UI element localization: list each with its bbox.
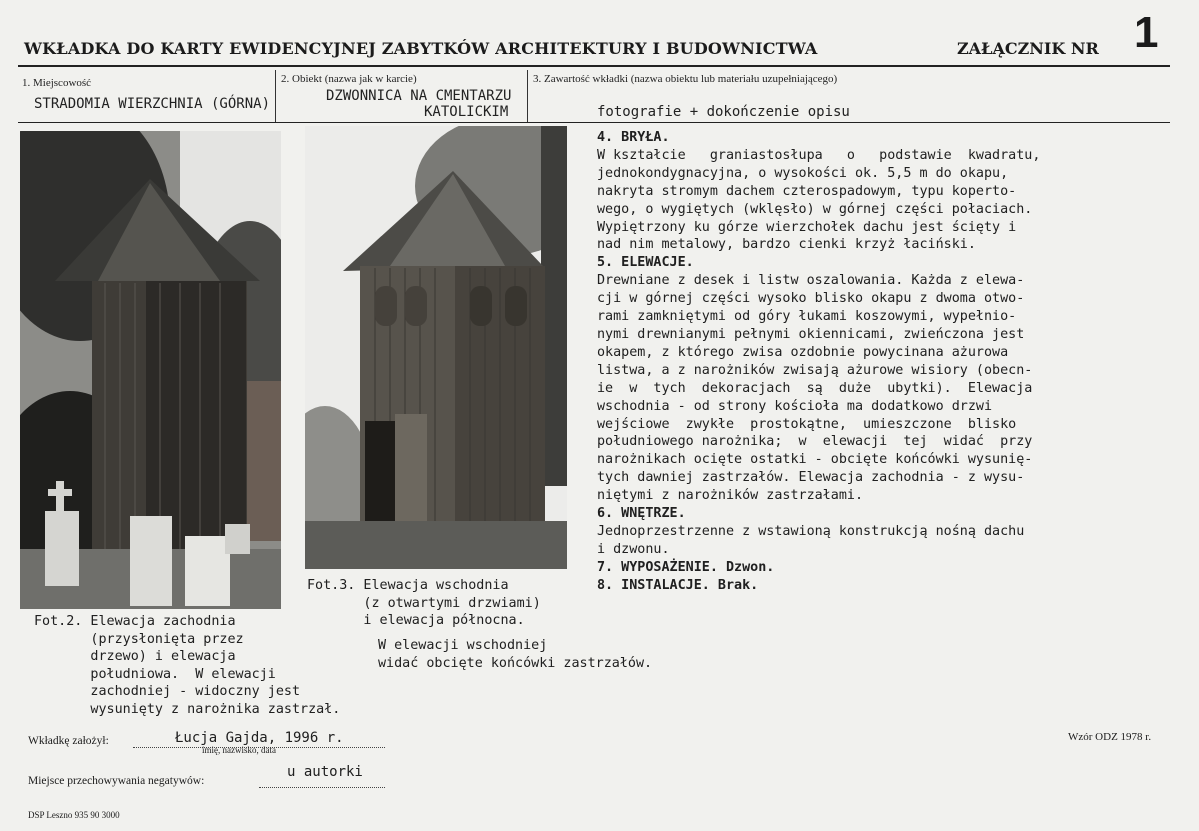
annex-number: 1 xyxy=(1134,8,1159,57)
description-line: 8. INSTALACJE. Brak. xyxy=(597,577,759,593)
description-line: Wypiętrzony ku górze wierzchołek dachu jest ścięty i xyxy=(597,219,1017,235)
author-value: Łucja Gajda, 1996 r. xyxy=(175,730,344,746)
negatives-dotted-line xyxy=(259,787,385,788)
description-line: Drewniane z desek i listw oszalowania. Każda z elewa- xyxy=(597,273,1025,289)
field-divider-1 xyxy=(275,70,276,122)
description-line: ie w tych dekoracjach są duże ubytki). Elewacja xyxy=(597,380,1033,396)
description-line: wejściowe zwykłe prostokątne, umieszczone blisko xyxy=(597,416,1017,432)
print-code: DSP Leszno 935 90 3000 xyxy=(28,810,120,820)
object-value-line2: KATOLICKIM xyxy=(424,104,509,120)
description-line: rami zamkniętymi od góry łukami koszowymi, wypełnio- xyxy=(597,309,1017,325)
field-divider-2 xyxy=(527,70,528,122)
annex-label: ZAŁĄCZNIK NR xyxy=(957,39,1099,58)
caption-fot3 xyxy=(307,577,541,630)
caption-line: i elewacja północna. xyxy=(307,613,525,628)
description-line: W kształcie graniastosłupa o podstawie kwadratu, xyxy=(597,147,1041,163)
caption-line: wysunięty z narożnika zastrzał. xyxy=(34,701,341,717)
caption-line: południowa. W elewacji xyxy=(34,666,276,682)
description-line: południowego narożnika; w elewacji tej widać przy xyxy=(597,434,1033,450)
caption-line: Fot.2. Elewacja zachodnia xyxy=(34,614,236,629)
description-line: i dzwonu. xyxy=(597,541,670,557)
locality-label: 1. Miejscowość xyxy=(22,77,92,89)
caption-fot2 xyxy=(34,613,340,718)
object-label: 2. Obiekt (nazwa jak w karcie) xyxy=(281,73,417,85)
caption-line: W elewacji wschodniej xyxy=(378,638,548,653)
description-line: wego, o wygiętych (wklęsło) w górnej części połaciach. xyxy=(597,201,1033,217)
photo-fot2-image xyxy=(20,131,281,609)
content-label: 3. Zawartość wkładki (nazwa obiektu lub materiału uzupełniającego) xyxy=(533,73,838,85)
author-sublabel: imię, nazwisko, data xyxy=(202,745,276,755)
caption-fot3-note xyxy=(378,637,652,672)
negatives-label: Miejsce przechowywania negatywów: xyxy=(28,775,205,787)
description-line: listwa, a z narożników zwisają ażurowe wisiory (obecn- xyxy=(597,362,1033,378)
caption-line: zachodniej - widoczny jest xyxy=(34,684,301,699)
photo-fot3 xyxy=(305,126,567,569)
description-line: nymi drewnianymi pełnymi okiennicami, zwieńczona jest xyxy=(597,326,1025,342)
description-line: niętymi z narożników zastrzałami. xyxy=(597,488,864,504)
caption-line: (przysłonięta przez xyxy=(34,631,244,647)
description-line: wschodnia - od strony kościoła ma dodatkowo drzwi xyxy=(597,398,993,414)
description-text xyxy=(597,129,1172,595)
model-label: Wzór ODZ 1978 r. xyxy=(1068,731,1152,743)
description-line: tych dawniej zastrzałów. Elewacja zachodnia - z wysu- xyxy=(597,470,1025,486)
description-line: cji w górnej części wysoko blisko okapu z dwoma otwo- xyxy=(597,291,1025,307)
caption-line: (z otwartymi drzwiami) xyxy=(307,595,541,611)
negatives-value: u autorki xyxy=(287,764,363,780)
description-line: 5. ELEWACJE. xyxy=(597,255,694,271)
photo-fot2 xyxy=(20,131,281,609)
caption-line: drzewo) i elewacja xyxy=(34,649,236,664)
caption-line: Fot.3. Elewacja wschodnia xyxy=(307,578,509,593)
description-line: nakryta stromym dachem czterospadowym, typu koperto- xyxy=(597,183,1017,199)
fields-rule xyxy=(18,122,1170,123)
description-line: 7. WYPOSAŻENIE. Dzwon. xyxy=(597,559,775,575)
description-line: narożnikach ocięte ostatki - obcięte końcówki wysunię- xyxy=(597,452,1033,468)
content-value: fotografie + dokończenie opisu xyxy=(597,104,850,120)
caption-line: widać obcięte końcówki zastrzałów. xyxy=(378,655,653,671)
description-line: nad nim metalowy, bardzo cienki krzyż łaciński. xyxy=(597,237,976,253)
form-title: WKŁADKA DO KARTY EWIDENCYJNEJ ZABYTKÓW ARCHITEKTURY I BUDOWNICTWA xyxy=(24,39,818,58)
description-line: jednokondygnacyjna, o wysokości ok. 5,5 m do okapu, xyxy=(597,165,1009,181)
object-value-line1: DZWONNICA NA CMENTARZU xyxy=(326,88,512,104)
description-line: 4. BRYŁA. xyxy=(597,130,670,145)
locality-value: STRADOMIA WIERZCHNIA (GÓRNA) xyxy=(34,96,271,112)
header-rule xyxy=(18,65,1170,67)
description-line: Jednoprzestrzenne z wstawioną konstrukcją nośną dachu xyxy=(597,523,1025,539)
description-line: okapem, z którego zwisa ozdobnie powycinana ażurowa xyxy=(597,344,1009,360)
description-line: 6. WNĘTRZE. xyxy=(597,506,686,522)
photo-fot3-image xyxy=(305,126,567,569)
author-label: Wkładkę założył: xyxy=(28,735,109,747)
